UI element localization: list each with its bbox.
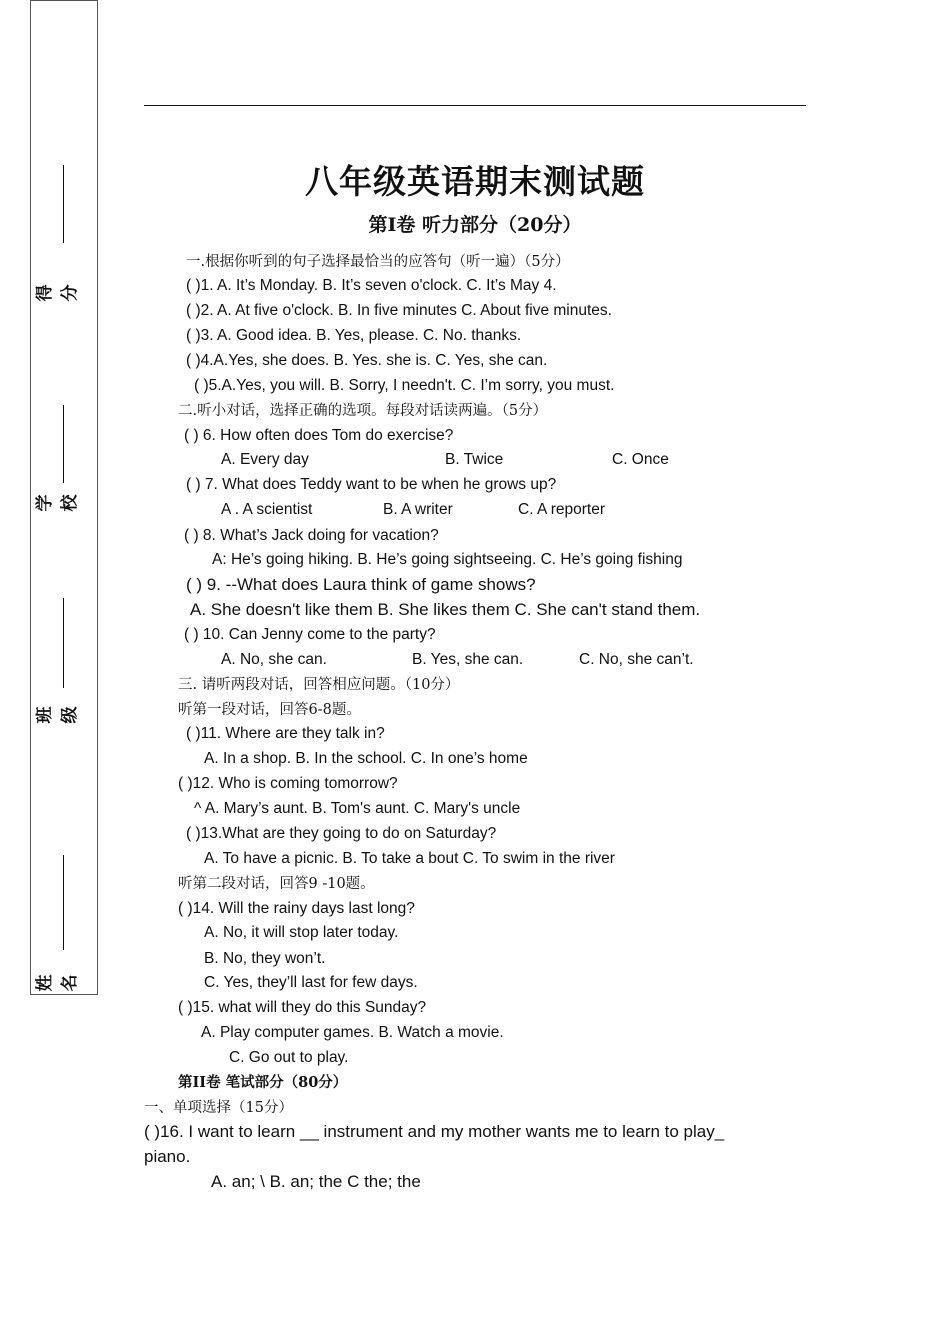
question-12-options: ^ A. Mary’s aunt. B. Tom's aunt. C. Mary's uncle <box>194 800 521 817</box>
part-2-instruction: 二.听小对话，选择正确的选项。每段对话读两遍。（5分） <box>178 403 548 419</box>
question-13-options: A. To have a picnic. B. To take a bout C. To swim in the river <box>204 850 615 867</box>
question-10-option-a: A. No, she can. <box>221 651 327 668</box>
question-15-option-c: C. Go out to play. <box>229 1049 349 1066</box>
question-14-option-a: A. No, it will stop later today. <box>204 924 399 941</box>
header-rule <box>144 105 806 106</box>
question-14-option-b: B. No, they won’t. <box>204 950 326 967</box>
question-6-option-c: C. Once <box>612 451 669 468</box>
question-4: ( )4.A.Yes, she does. B. Yes. she is. C. Yes, she can. <box>186 352 548 369</box>
question-12: ( )12. Who is coming tomorrow? <box>178 775 398 792</box>
score-blank-line <box>63 165 64 243</box>
dialogue-2-instruction: 听第二段对话，回答9 -10题。 <box>178 876 375 892</box>
question-1: ( )1. A. It’s Monday. B. It’s seven o'clock. C. It’s May 4. <box>186 277 557 294</box>
section-1-heading: 第Ⅰ卷 听力部分（20分） <box>368 214 582 236</box>
question-7: ( ) 7. What does Teddy want to be when he grows up? <box>186 476 557 493</box>
question-11: ( )11. Where are they talk in? <box>186 725 385 742</box>
question-8-options: A: He’s going hiking. B. He’s going sightseeing. C. He’s going fishing <box>212 551 683 568</box>
question-7-option-a: A . A scientist <box>221 501 313 518</box>
question-14: ( )14. Will the rainy days last long? <box>178 900 415 917</box>
school-blank-line <box>63 405 64 483</box>
school-label: 学校 <box>35 494 80 512</box>
question-5: ( )5.A.Yes, you will. B. Sorry, I needn't. C. I’m sorry, you must. <box>194 377 615 394</box>
question-6-option-b: B. Twice <box>445 451 504 468</box>
part-single-choice-heading: 一、单项选择（15分） <box>144 1100 293 1116</box>
question-6-option-a: A. Every day <box>221 451 309 468</box>
question-11-options: A. In a shop. B. In the school. C. In one’s home <box>204 750 528 767</box>
question-9-options: A. She doesn't like them B. She likes them C. She can't stand them. <box>190 600 701 619</box>
question-15: ( )15. what will they do this Sunday? <box>178 999 427 1016</box>
question-8: ( ) 8. What’s Jack doing for vacation? <box>184 527 439 544</box>
question-2: ( )2. A. At five o'clock. B. In five minutes C. About five minutes. <box>186 302 612 319</box>
part-1-instruction: 一.根据你听到的句子选择最恰当的应答句（听一遍）（5分） <box>186 254 570 270</box>
question-10: ( ) 10. Can Jenny come to the party? <box>184 626 436 643</box>
question-10-option-c: C. No, she can’t. <box>579 651 694 668</box>
part-3-instruction: 三. 请听两段对话，回答相应问题。（10分） <box>178 677 460 693</box>
question-16: ( )16. I want to learn __ instrument and my mother wants me to learn to play_ <box>144 1122 725 1141</box>
section-2-heading: 第II卷 笔试部分（80分） <box>178 1074 348 1091</box>
question-16-continued: piano. <box>144 1147 191 1166</box>
class-label: 班级 <box>35 706 80 724</box>
dialogue-1-instruction: 听第一段对话，回答6-8题。 <box>178 702 361 718</box>
question-10-option-b: B. Yes, she can. <box>412 651 524 668</box>
class-blank-line <box>63 598 64 688</box>
page-title: 八年级英语期末测试题 <box>305 162 645 201</box>
question-7-option-c: C. A reporter <box>518 501 606 518</box>
name-blank-line <box>63 855 64 950</box>
question-9: ( ) 9. --What does Laura think of game shows? <box>186 575 536 594</box>
question-3: ( )3. A. Good idea. B. Yes, please. C. No. thanks. <box>186 327 522 344</box>
name-label: 姓名 <box>35 974 80 992</box>
question-15-options-ab: A. Play computer games. B. Watch a movie. <box>201 1024 504 1041</box>
score-label: 得分 <box>35 284 80 302</box>
question-13: ( )13.What are they going to do on Saturday? <box>186 825 497 842</box>
question-6: ( ) 6. How often does Tom do exercise? <box>184 427 454 444</box>
question-16-options: A. an; \ B. an; the C the; the <box>211 1172 421 1191</box>
question-14-option-c: C. Yes, they’ll last for few days. <box>204 974 418 991</box>
question-7-option-b: B. A writer <box>383 501 453 518</box>
